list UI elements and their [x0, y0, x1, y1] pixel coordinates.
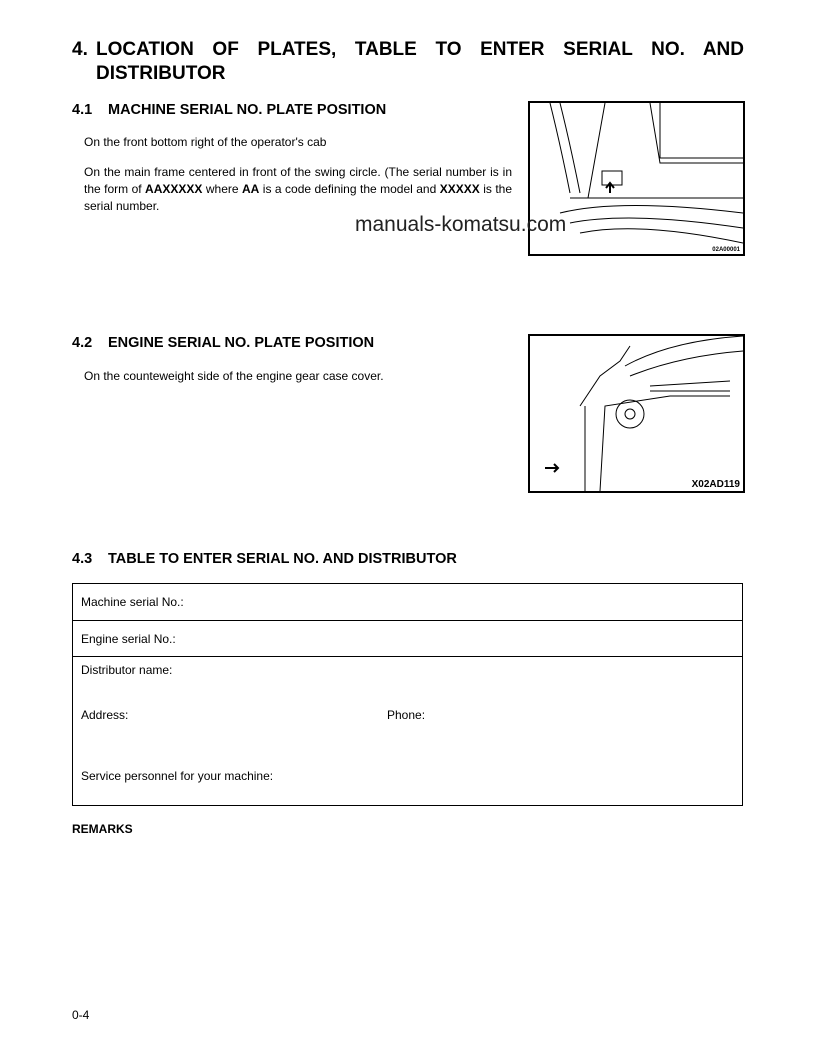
remarks-heading: REMARKS: [72, 822, 133, 836]
s42-paragraph-1: On the counteweight side of the engine gear case cover.: [84, 369, 384, 383]
section-4-2-heading: 4.2 ENGINE SERIAL NO. PLATE POSITION: [72, 335, 375, 351]
figure-label: 02A00001: [712, 247, 740, 253]
engine-serial-cell[interactable]: Engine serial No.:: [73, 621, 743, 657]
phone-label: Phone:: [387, 708, 426, 722]
distributor-name-label: Distributor name:: [81, 663, 173, 677]
machine-serial-cell[interactable]: Machine serial No.:: [73, 584, 743, 621]
engine-plate-figure: [528, 334, 745, 493]
engine-gear-case-illustration: [530, 336, 743, 491]
s41-paragraph-1: On the front bottom right of the operator's cab: [84, 135, 327, 149]
section-4-3-heading: 4.3 TABLE TO ENTER SERIAL NO. AND DISTRIBUTOR: [72, 551, 457, 567]
address-label: Address:: [81, 708, 129, 722]
watermark: manuals-komatsu.com: [355, 213, 567, 236]
section-4-1-heading: 4.1 MACHINE SERIAL NO. PLATE POSITION: [72, 102, 387, 118]
figure-label: X02AD119: [691, 479, 740, 490]
service-personnel-label: Service personnel for your machine:: [81, 769, 274, 783]
distributor-cell[interactable]: [73, 657, 743, 806]
manual-page: 4. LOCATION OF PLATES, TABLE TO ENTER SERIAL NO. AND DISTRIBUTOR 4.1 MACHINE SERIAL NO. PLATE POSITION On the front bottom right of the operator's cab On the main frame centered in front of the swing circle. (The serial number is in the form of AAXXXXX where AA is a code defining the model and XXXXX is the serial number. 02A00001 manuals-komatsu.com 4.2 ENGINE SERIAL NO. PLATE POSITION On the counteweight side of the engine gear case cover. X02AD119 4.3 TABLE TO ENTER SERIAL NO. AND DISTRIBUTOR Machine serial No.: Engine serial No.: Distributor name: Address: Phone: Service personnel for your machine: REMARKS 0-4: [0, 0, 816, 1056]
serial-distributor-table: [72, 583, 743, 806]
s41-paragraph-2: On the main frame centered in front of the swing circle. (The serial number is in the form of AAXXXXX where AA is a code defining the model and XXXXX is the serial number.: [84, 165, 512, 213]
page-number: 0-4: [72, 1008, 90, 1022]
